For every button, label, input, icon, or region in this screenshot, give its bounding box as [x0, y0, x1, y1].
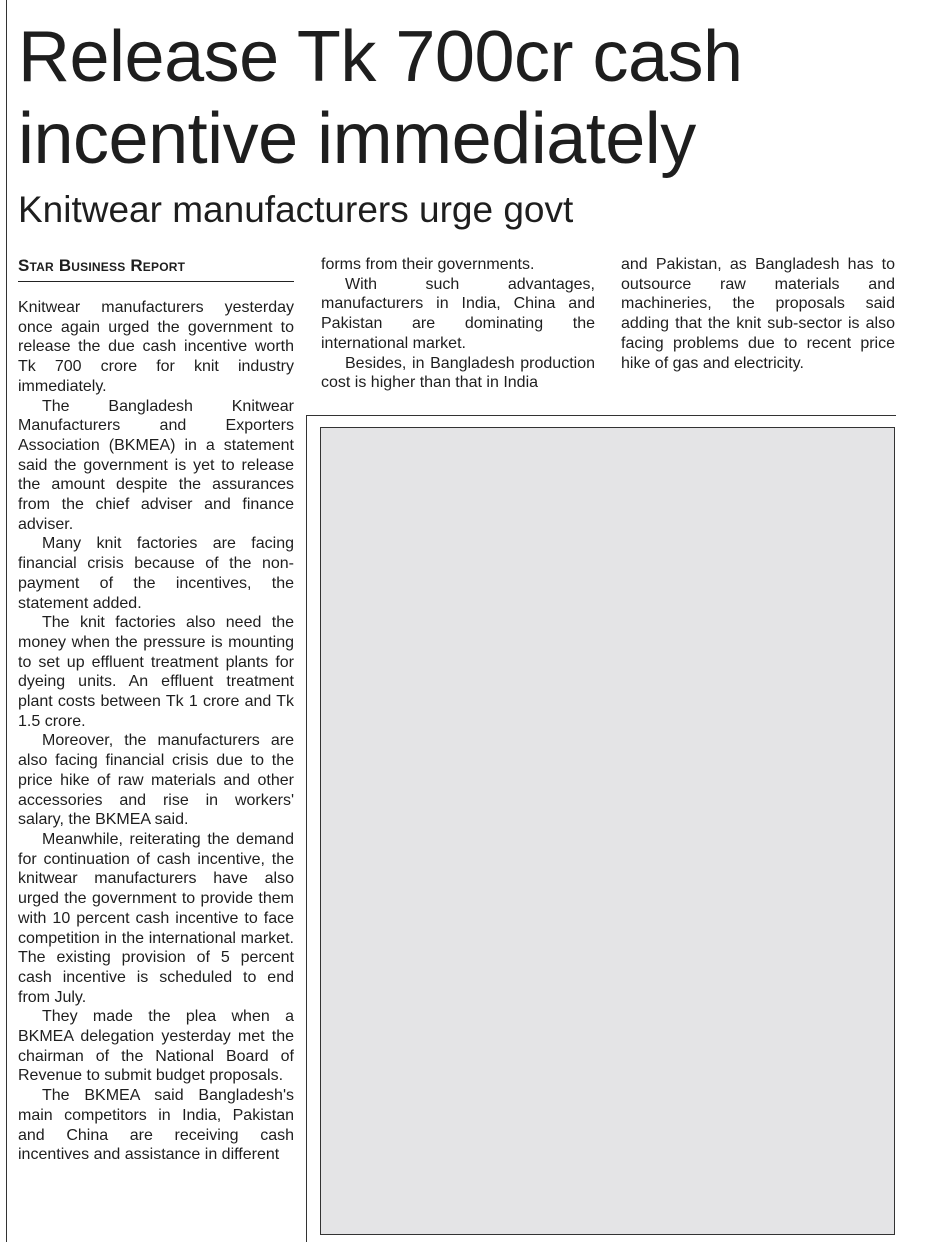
headline: Release Tk 700cr cash incentive immediately [18, 17, 743, 179]
paragraph: They made the plea when a BKMEA delegation yesterday met the chairman of the National Board of Revenue to submit budget proposals. [18, 1008, 294, 1085]
photo-placeholder [320, 427, 895, 1235]
paragraph: Knitwear manufacturers yesterday once again urged the government to release the due cash incentive worth Tk 700 crore for knit industry immediately. [18, 299, 294, 395]
paragraph: With such advantages, manufacturers in India, China and Pakistan are dominating the international market. [321, 275, 595, 352]
page-left-rule [6, 0, 7, 1242]
paragraph: The knit factories also need the money when the pressure is mounting to set up effluent treatment plants for dyeing units. An effluent treatment plant costs between Tk 1 crore and Tk 1.5 crore. [18, 614, 294, 730]
byline: Star Business Report [18, 255, 294, 282]
paragraph: Meanwhile, reiterating the demand for continuation of cash incentive, the knitwear manufacturers have also urged the government to provide them with 10 percent cash incentive to face competition in the international market. The existing provision of 5 percent cash incentive is scheduled to end from July. [18, 830, 294, 1006]
photo-box-top-rule [306, 415, 896, 416]
paragraph: Besides, in Bangladesh production cost is higher than that in India [321, 354, 595, 392]
paragraph: forms from their governments. [321, 256, 535, 273]
paragraph: The Bangladesh Knitwear Manufacturers and Exporters Association (BKMEA) in a statement said the government is yet to release the amount despite the assurances from the chief adviser and finance adviser. [18, 397, 294, 533]
paragraph: and Pakistan, as Bangladesh has to outsource raw materials and machineries, the proposals said adding that the knit sub-sector is also facing problems due to recent price hike of gas and electricity. [621, 256, 895, 372]
paragraph: Moreover, the manufacturers are also facing financial crisis due to the price hike of raw materials and other accessories and rise in workers' salary, the BKMEA said. [18, 732, 294, 829]
paragraph: Many knit factories are facing financial crisis because of the non-payment of the incentives, the statement added. [18, 535, 294, 612]
article-column-1 [18, 255, 294, 1165]
article-column-3 [621, 255, 895, 373]
paragraph: The BKMEA said Bangladesh's main competitors in India, Pakistan and China are receiving cash incentives and assistance in different [18, 1087, 294, 1164]
photo-box-left-rule [306, 415, 307, 1242]
subheadline: Knitwear manufacturers urge govt [18, 189, 574, 230]
article-column-2 [321, 255, 595, 393]
